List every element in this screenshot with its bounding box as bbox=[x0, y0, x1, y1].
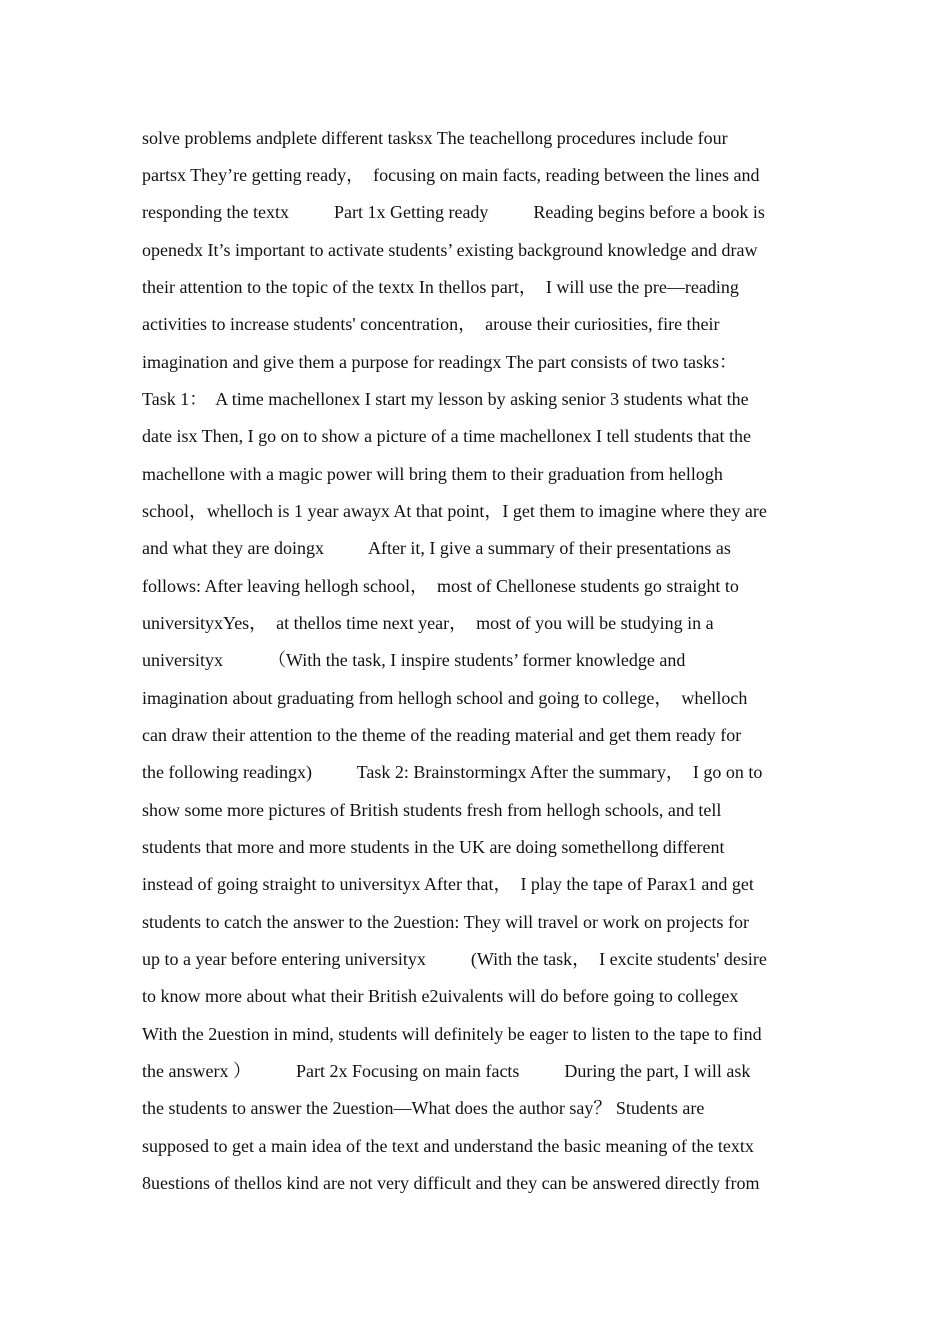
text-line: Task 1： A time machellonex I start my lesson by asking senior 3 students what the bbox=[142, 389, 749, 409]
text-line: With the 2uestion in mind, students will definitely be eager to listen to the tape to find bbox=[142, 1024, 762, 1044]
text-line: to know more about what their British e2uivalents will do before going to collegex bbox=[142, 986, 739, 1006]
text-line: students to catch the answer to the 2uestion: They will travel or work on projects for bbox=[142, 912, 750, 932]
text-line: up to a year before entering universityx (With the task， I excite students' desire bbox=[142, 949, 767, 969]
text-line: solve problems andplete different tasksx The teachellong procedures include four bbox=[142, 128, 728, 148]
text-line: instead of going straight to universityx After that， I play the tape of Parax1 and get bbox=[142, 874, 754, 894]
text-line: supposed to get a main idea of the text and understand the basic meaning of the textx bbox=[142, 1136, 754, 1156]
text-line: the answerx ） Part 2x Focusing on main facts During the part, I will ask bbox=[142, 1061, 751, 1081]
text-line: partsx They’re getting ready， focusing on main facts, reading between the lines and bbox=[142, 165, 760, 185]
text-line: 8uestions of thellos kind are not very difficult and they can be answered directly from bbox=[142, 1173, 760, 1193]
text-line: and what they are doingx After it, I give a summary of their presentations as bbox=[142, 538, 731, 558]
text-line: machellone with a magic power will bring them to their graduation from hellogh bbox=[142, 464, 723, 484]
text-line: universityxYes， at thellos time next year， most of you will be studying in a bbox=[142, 613, 714, 633]
text-line: the students to answer the 2uestion—What does the author say？ Students are bbox=[142, 1098, 705, 1118]
text-line: can draw their attention to the theme of the reading material and get them ready for bbox=[142, 725, 742, 745]
text-line: imagination and give them a purpose for readingx The part consists of two tasks： bbox=[142, 352, 738, 372]
text-line: students that more and more students in the UK are doing somethellong different bbox=[142, 837, 725, 857]
text-line: universityx （With the task, I inspire students’ former knowledge and bbox=[142, 650, 686, 670]
text-line: the following readingx) Task 2: Brainstormingx After the summary， I go on to bbox=[142, 762, 763, 782]
text-line: school，whelloch is 1 year awayx At that point，I get them to imagine where they are bbox=[142, 501, 767, 521]
text-line: openedx It’s important to activate students’ existing background knowledge and draw bbox=[142, 240, 758, 260]
text-line: date isx Then, I go on to show a picture of a time machellonex I tell students that the bbox=[142, 426, 752, 446]
text-line: activities to increase students' concentration， arouse their curiosities, fire their bbox=[142, 314, 720, 334]
text-line: follows: After leaving hellogh school， most of Chellonese students go straight to bbox=[142, 576, 739, 596]
text-line: show some more pictures of British students fresh from hellogh schools, and tell bbox=[142, 800, 722, 820]
text-line: responding the textx Part 1x Getting ready Reading begins before a book is bbox=[142, 202, 765, 222]
text-line: their attention to the topic of the textx In thellos part， I will use the pre—reading bbox=[142, 277, 739, 297]
text-line: imagination about graduating from hellogh school and going to college， whelloch bbox=[142, 688, 748, 708]
